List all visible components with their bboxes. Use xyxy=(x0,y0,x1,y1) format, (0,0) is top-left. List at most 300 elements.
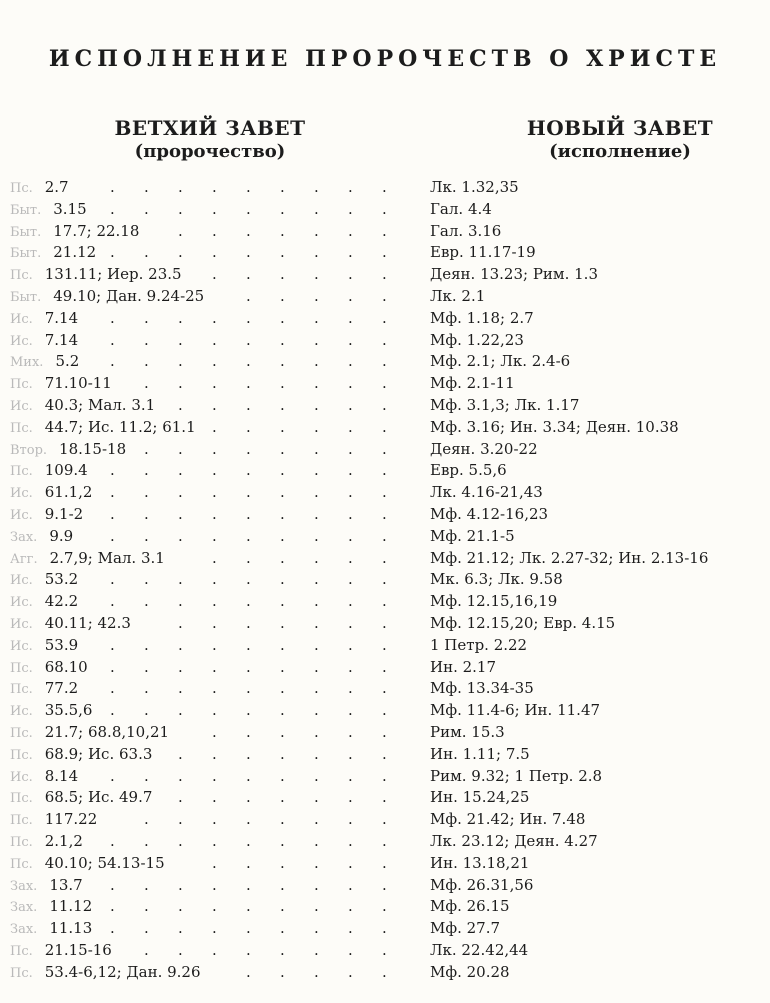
leader-dot: . xyxy=(382,853,387,872)
leader-dot: . xyxy=(314,875,319,894)
prophecy-reference xyxy=(10,286,204,309)
table-row xyxy=(0,439,770,461)
leader-dot: . xyxy=(348,483,353,502)
leader-dot: . xyxy=(110,461,115,480)
leader-dot: . xyxy=(314,853,319,872)
verse-reference: 21.15-16 xyxy=(44,940,112,959)
leader-dot: . xyxy=(348,330,353,349)
prophecy-reference xyxy=(10,242,96,265)
fulfillment-reference: Мф. 1.18; 2.7 xyxy=(430,308,534,327)
prophecy-reference xyxy=(10,221,139,244)
book-abbreviation: Быт. xyxy=(10,289,42,305)
leader-dot: . xyxy=(280,395,285,414)
leader-dot: . xyxy=(178,766,183,785)
book-abbreviation: Пс. xyxy=(10,181,33,196)
leader-dot: . xyxy=(246,744,251,763)
leader-dot: . xyxy=(246,308,251,327)
table-row xyxy=(0,460,770,482)
leader-dot: . xyxy=(212,243,217,262)
leader-dot: . xyxy=(144,352,149,371)
leader-dot: . xyxy=(110,178,115,196)
book-abbreviation: Пс. xyxy=(10,725,33,741)
prophecy-reference xyxy=(10,700,92,723)
leader-dot: . xyxy=(280,199,285,218)
book-abbreviation: Агг. xyxy=(10,551,38,567)
leader-dot: . xyxy=(144,635,149,654)
book-abbreviation: Пс. xyxy=(10,747,33,763)
book-abbreviation: Пс. xyxy=(10,791,33,807)
leader-dot: . xyxy=(212,722,217,741)
new-testament-header xyxy=(510,116,730,164)
leader-dot: . xyxy=(246,243,251,262)
prophecy-reference xyxy=(10,831,83,854)
prophecy-reference xyxy=(10,613,131,636)
leader-dot: . xyxy=(178,199,183,218)
leader-dot: . xyxy=(280,744,285,763)
fulfillment-reference: Мф. 2.1; Лк. 2.4-6 xyxy=(430,352,571,371)
prophecy-reference xyxy=(10,330,78,353)
leader-dot: . xyxy=(280,788,285,807)
leader-dot: . xyxy=(348,439,353,458)
book-abbreviation: Зах. xyxy=(10,878,38,894)
leader-dot: . xyxy=(110,330,115,349)
table-row xyxy=(0,809,770,831)
book-abbreviation: Быт. xyxy=(10,202,42,218)
leader-dot: . xyxy=(314,810,319,829)
leader-dot: . xyxy=(348,570,353,589)
leader-dot: . xyxy=(382,635,387,654)
fulfillment-reference: 1 Петр. 2.22 xyxy=(430,635,528,654)
prophecy-reference xyxy=(10,395,155,418)
leader-dot: . xyxy=(178,570,183,589)
leader-dot: . xyxy=(314,744,319,763)
leader-dot: . xyxy=(212,199,217,218)
leader-dot: . xyxy=(348,810,353,829)
prophecy-reference xyxy=(10,809,97,832)
leader-dot: . xyxy=(280,352,285,371)
leader-dot: . xyxy=(144,308,149,327)
table-row xyxy=(0,831,770,853)
leader-dot: . xyxy=(178,831,183,850)
leader-dot: . xyxy=(280,962,285,981)
leader-dot: . xyxy=(144,330,149,349)
table-row xyxy=(0,308,770,330)
verse-reference: 5.2 xyxy=(55,352,80,371)
prophecy-reference xyxy=(10,417,196,440)
table-row xyxy=(0,177,770,199)
leader-dot: . xyxy=(280,657,285,676)
verse-reference: 2.7,9; Мал. 3.1 xyxy=(49,548,165,567)
leader-dot: . xyxy=(144,657,149,676)
fulfillment-reference: Мф. 26.15 xyxy=(430,897,510,916)
leader-dot: . xyxy=(110,352,115,371)
leader-dot: . xyxy=(178,178,183,196)
leader-dot: . xyxy=(144,178,149,196)
leader-dot: . xyxy=(314,635,319,654)
old-testament-subtitle: (пророчество) xyxy=(134,141,286,162)
leader-dot: . xyxy=(212,374,217,393)
leader-dot: . xyxy=(212,221,217,240)
book-abbreviation: Быт. xyxy=(10,246,42,262)
leader-dot: . xyxy=(348,831,353,850)
leader-dot: . xyxy=(110,483,115,502)
leader-dot: . xyxy=(348,744,353,763)
verse-reference: 53.4-6,12; Дан. 9.26 xyxy=(44,962,201,981)
prophecy-reference xyxy=(10,766,78,789)
prophecy-reference xyxy=(10,787,152,810)
fulfillment-reference: Мф. 3.16; Ин. 3.34; Деян. 10.38 xyxy=(430,417,679,436)
table-row xyxy=(0,373,770,395)
leader-dot: . xyxy=(382,810,387,829)
prophecy-reference xyxy=(10,635,78,658)
leader-dot: . xyxy=(314,178,319,196)
verse-reference: 18.15-18 xyxy=(59,439,127,458)
prophecy-reference xyxy=(10,918,92,941)
leader-dot: . xyxy=(212,657,217,676)
table-row xyxy=(0,351,770,373)
leader-dot: . xyxy=(212,178,217,196)
fulfillment-reference: Деян. 3.20-22 xyxy=(430,439,538,458)
leader-dot: . xyxy=(382,374,387,393)
table-row xyxy=(0,766,770,788)
book-abbreviation: Ис. xyxy=(10,638,33,654)
verse-reference: 17.7; 22.18 xyxy=(53,221,140,240)
leader-dot: . xyxy=(348,722,353,741)
fulfillment-reference: Рим. 15.3 xyxy=(430,722,505,741)
leader-dot: . xyxy=(280,330,285,349)
leader-dot: . xyxy=(280,919,285,938)
leader-dot: . xyxy=(348,308,353,327)
verse-reference: 68.10 xyxy=(44,657,88,676)
verse-reference: 11.12 xyxy=(49,897,93,916)
fulfillment-reference: Ин. 13.18,21 xyxy=(430,853,530,872)
fulfillment-reference: Евр. 5.5,6 xyxy=(430,461,507,480)
leader-dot: . xyxy=(178,330,183,349)
leader-dot: . xyxy=(178,810,183,829)
leader-dot: . xyxy=(382,548,387,567)
leader-dot: . xyxy=(212,766,217,785)
table-row xyxy=(0,918,770,940)
leader-dot: . xyxy=(178,744,183,763)
book-abbreviation: Пс. xyxy=(10,377,33,393)
leader-dot: . xyxy=(144,374,149,393)
leader-dot: . xyxy=(144,701,149,720)
leader-dot: . xyxy=(314,722,319,741)
leader-dot: . xyxy=(178,352,183,371)
book-abbreviation: Ис. xyxy=(10,595,33,611)
leader-dot: . xyxy=(246,504,251,523)
leader-dot: . xyxy=(314,613,319,632)
book-abbreviation: Ис. xyxy=(10,704,33,720)
old-testament-header xyxy=(105,116,315,164)
leader-dot: . xyxy=(280,701,285,720)
leader-dot: . xyxy=(314,962,319,981)
leader-dot: . xyxy=(348,526,353,545)
leader-dot: . xyxy=(178,613,183,632)
leader-dot: . xyxy=(178,919,183,938)
leader-dot: . xyxy=(212,679,217,698)
leader-dot: . xyxy=(110,831,115,850)
prophecy-reference xyxy=(10,940,112,963)
leader-dot: . xyxy=(144,897,149,916)
leader-dot: . xyxy=(212,352,217,371)
leader-dot: . xyxy=(348,875,353,894)
table-row xyxy=(0,591,770,613)
leader-dot: . xyxy=(348,853,353,872)
table-row xyxy=(0,678,770,700)
prophecy-reference xyxy=(10,199,87,222)
book-abbreviation: Пс. xyxy=(10,682,33,698)
leader-dot: . xyxy=(314,831,319,850)
leader-dot: . xyxy=(212,548,217,567)
leader-dot: . xyxy=(348,178,353,196)
book-abbreviation: Пс. xyxy=(10,813,33,829)
leader-dot: . xyxy=(382,592,387,611)
leader-dot: . xyxy=(382,962,387,981)
verse-reference: 7.14 xyxy=(44,330,79,349)
leader-dot: . xyxy=(314,483,319,502)
leader-dot: . xyxy=(382,395,387,414)
leader-dot: . xyxy=(246,395,251,414)
fulfillment-reference: Ин. 1.11; 7.5 xyxy=(430,744,530,763)
leader-dot: . xyxy=(246,199,251,218)
leader-dot: . xyxy=(246,679,251,698)
leader-dot: . xyxy=(246,221,251,240)
leader-dot: . xyxy=(110,570,115,589)
table-row xyxy=(0,569,770,591)
leader-dot: . xyxy=(382,701,387,720)
leader-dot: . xyxy=(348,635,353,654)
verse-reference: 44.7; Ис. 11.2; 61.1 xyxy=(44,417,196,436)
leader-dot: . xyxy=(212,810,217,829)
leader-dot: . xyxy=(382,504,387,523)
prophecy-reference xyxy=(10,678,78,701)
leader-dot: . xyxy=(280,286,285,305)
prophecy-reference xyxy=(10,744,152,767)
leader-dot: . xyxy=(212,592,217,611)
book-abbreviation: Зах. xyxy=(10,900,38,916)
leader-dot: . xyxy=(246,635,251,654)
leader-dot: . xyxy=(178,875,183,894)
leader-dot: . xyxy=(382,679,387,698)
fulfillment-reference: Лк. 2.1 xyxy=(430,286,486,305)
leader-dot: . xyxy=(178,461,183,480)
leader-dot: . xyxy=(280,461,285,480)
leader-dot: . xyxy=(178,483,183,502)
leader-dot: . xyxy=(178,243,183,262)
leader-dot: . xyxy=(382,897,387,916)
leader-dot: . xyxy=(280,810,285,829)
leader-dot: . xyxy=(212,265,217,284)
book-abbreviation: Пс. xyxy=(10,420,33,436)
prophecy-reference xyxy=(10,526,73,549)
leader-dot: . xyxy=(212,461,217,480)
leader-dot: . xyxy=(382,875,387,894)
leader-dot: . xyxy=(348,788,353,807)
fulfillment-reference: Мф. 21.42; Ин. 7.48 xyxy=(430,810,586,829)
leader-dot: . xyxy=(178,701,183,720)
leader-dot: . xyxy=(314,504,319,523)
table-row xyxy=(0,504,770,526)
book-abbreviation: Втор. xyxy=(10,442,48,458)
leader-dot: . xyxy=(314,330,319,349)
prophecy-reference xyxy=(10,896,92,919)
leader-dot: . xyxy=(280,439,285,458)
leader-dot: . xyxy=(348,417,353,436)
leader-dot: . xyxy=(144,679,149,698)
leader-dot: . xyxy=(110,657,115,676)
leader-dot: . xyxy=(280,613,285,632)
verse-reference: 8.14 xyxy=(44,766,79,785)
leader-dot: . xyxy=(348,679,353,698)
fulfillment-reference: Лк. 23.12; Деян. 4.27 xyxy=(430,831,598,850)
leader-dot: . xyxy=(110,635,115,654)
table-row xyxy=(0,482,770,504)
leader-dot: . xyxy=(246,526,251,545)
leader-dot: . xyxy=(212,330,217,349)
leader-dot: . xyxy=(246,417,251,436)
verse-reference: 109.4 xyxy=(44,461,88,480)
leader-dot: . xyxy=(382,657,387,676)
leader-dot: . xyxy=(246,701,251,720)
leader-dot: . xyxy=(280,374,285,393)
leader-dot: . xyxy=(212,613,217,632)
book-abbreviation: Ис. xyxy=(10,573,33,589)
leader-dot: . xyxy=(280,308,285,327)
prophecy-table xyxy=(0,177,770,983)
leader-dot: . xyxy=(212,744,217,763)
leader-dot: . xyxy=(280,853,285,872)
fulfillment-reference: Ин. 15.24,25 xyxy=(430,788,530,807)
fulfillment-reference: Лк. 22.42,44 xyxy=(430,940,529,959)
leader-dot: . xyxy=(280,178,285,196)
leader-dot: . xyxy=(246,766,251,785)
book-abbreviation: Ис. xyxy=(10,333,33,349)
leader-dot: . xyxy=(314,461,319,480)
fulfillment-reference: Мф. 21.1-5 xyxy=(430,526,515,545)
table-row xyxy=(0,221,770,243)
leader-dot: . xyxy=(382,221,387,240)
leader-dot: . xyxy=(144,831,149,850)
leader-dot: . xyxy=(246,940,251,959)
leader-dot: . xyxy=(246,178,251,196)
leader-dot: . xyxy=(314,897,319,916)
leader-dot: . xyxy=(314,199,319,218)
leader-dot: . xyxy=(314,308,319,327)
leader-dot: . xyxy=(246,919,251,938)
leader-dot: . xyxy=(348,461,353,480)
leader-dot: . xyxy=(280,831,285,850)
leader-dot: . xyxy=(178,308,183,327)
book-abbreviation: Пс. xyxy=(10,464,33,480)
verse-reference: 77.2 xyxy=(44,679,79,698)
verse-reference: 2.7 xyxy=(44,178,69,196)
leader-dot: . xyxy=(348,265,353,284)
leader-dot: . xyxy=(348,701,353,720)
leader-dot: . xyxy=(314,286,319,305)
leader-dot: . xyxy=(382,265,387,284)
prophecy-reference xyxy=(10,722,169,745)
fulfillment-reference: Мф. 3.1,3; Лк. 1.17 xyxy=(430,395,580,414)
leader-dot: . xyxy=(110,243,115,262)
table-row xyxy=(0,940,770,962)
table-row xyxy=(0,787,770,809)
leader-dot: . xyxy=(110,199,115,218)
leader-dot: . xyxy=(314,526,319,545)
leader-dot: . xyxy=(314,701,319,720)
fulfillment-reference: Мф. 2.1-11 xyxy=(430,374,515,393)
leader-dot: . xyxy=(280,875,285,894)
leader-dot: . xyxy=(382,940,387,959)
leader-dot: . xyxy=(314,679,319,698)
verse-reference: 49.10; Дан. 9.24-25 xyxy=(53,286,205,305)
table-row xyxy=(0,264,770,286)
table-row xyxy=(0,526,770,548)
leader-dot: . xyxy=(314,374,319,393)
prophecy-reference xyxy=(10,853,165,876)
leader-dot: . xyxy=(246,722,251,741)
fulfillment-reference: Ин. 2.17 xyxy=(430,657,497,676)
leader-dot: . xyxy=(348,613,353,632)
leader-dot: . xyxy=(314,439,319,458)
leader-dot: . xyxy=(382,286,387,305)
prophecy-reference xyxy=(10,569,78,592)
verse-reference: 21.12 xyxy=(53,243,97,262)
leader-dot: . xyxy=(178,788,183,807)
leader-dot: . xyxy=(246,570,251,589)
leader-dot: . xyxy=(246,374,251,393)
leader-dot: . xyxy=(246,657,251,676)
fulfillment-reference: Мф. 4.12-16,23 xyxy=(430,504,549,523)
leader-dot: . xyxy=(246,788,251,807)
table-row xyxy=(0,417,770,439)
leader-dot: . xyxy=(212,701,217,720)
leader-dot: . xyxy=(246,352,251,371)
leader-dot: . xyxy=(212,635,217,654)
leader-dot: . xyxy=(246,962,251,981)
leader-dot: . xyxy=(280,940,285,959)
leader-dot: . xyxy=(382,483,387,502)
prophecy-reference xyxy=(10,504,83,527)
leader-dot: . xyxy=(246,810,251,829)
book-abbreviation: Пс. xyxy=(10,856,33,872)
leader-dot: . xyxy=(246,461,251,480)
table-row xyxy=(0,700,770,722)
leader-dot: . xyxy=(178,221,183,240)
table-row xyxy=(0,635,770,657)
leader-dot: . xyxy=(212,417,217,436)
prophecy-reference xyxy=(10,439,126,462)
leader-dot: . xyxy=(280,722,285,741)
leader-dot: . xyxy=(280,483,285,502)
leader-dot: . xyxy=(144,243,149,262)
leader-dot: . xyxy=(348,548,353,567)
book-abbreviation: Пс. xyxy=(10,943,33,959)
leader-dot: . xyxy=(246,853,251,872)
leader-dot: . xyxy=(212,940,217,959)
leader-dot: . xyxy=(246,286,251,305)
leader-dot: . xyxy=(212,308,217,327)
prophecy-reference xyxy=(10,177,69,200)
new-testament-subtitle: (исполнение) xyxy=(549,141,691,162)
leader-dot: . xyxy=(144,483,149,502)
leader-dot: . xyxy=(280,504,285,523)
fulfillment-reference: Рим. 9.32; 1 Петр. 2.8 xyxy=(430,766,603,785)
leader-dot: . xyxy=(246,483,251,502)
leader-dot: . xyxy=(280,592,285,611)
leader-dot: . xyxy=(144,875,149,894)
prophecy-reference xyxy=(10,264,182,287)
